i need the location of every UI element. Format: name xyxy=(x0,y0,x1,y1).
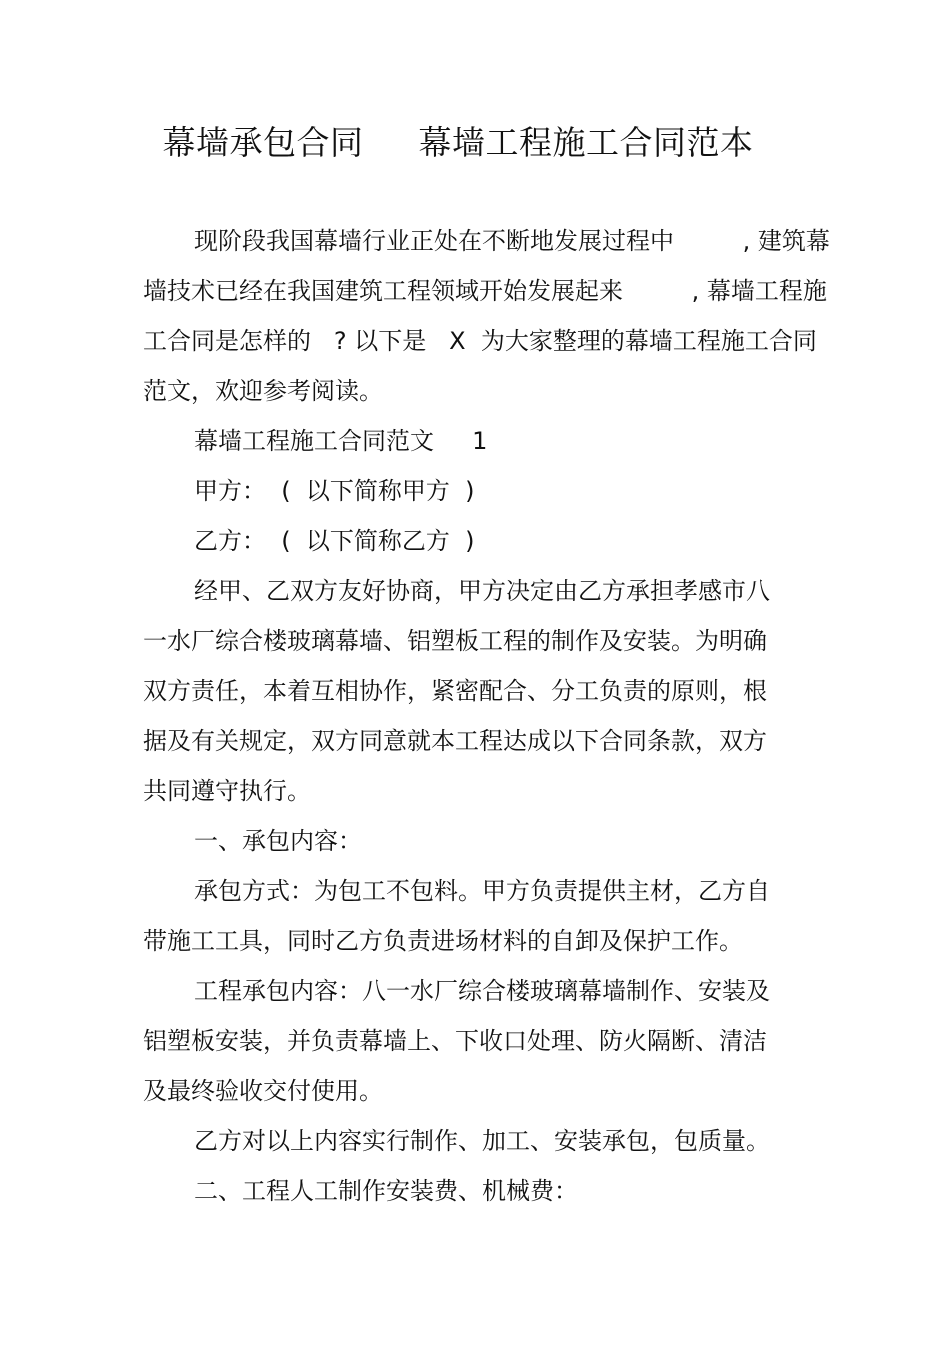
body-line: 铝塑板安装，并负责幕墙上、下收口处理、防火隔断、清洁 xyxy=(143,1027,767,1055)
document-title: 幕墙承包合同 幕墙工程施工合同范本 xyxy=(162,123,754,162)
body-line: 现阶段我国幕墙行业正处在不断地发展过程中 , 建筑幕 xyxy=(194,227,830,255)
body-line: 经甲、乙双方友好协商，甲方决定由乙方承担孝感市八 xyxy=(194,577,770,605)
body-line: 承包方式：为包工不包料。甲方负责提供主材，乙方自 xyxy=(194,877,770,905)
body-line: 带施工工具，同时乙方负责进场材料的自卸及保护工作。 xyxy=(143,927,743,955)
body-line: 工合同是怎样的 ? 以下是 X 为大家整理的幕墙工程施工合同 xyxy=(143,327,817,355)
body-line: 范文，欢迎参考阅读。 xyxy=(143,377,383,405)
body-line: 据及有关规定，双方同意就本工程达成以下合同条款，双方 xyxy=(143,727,767,755)
party-b-line: 乙方： ( 以下简称乙方 ) xyxy=(194,527,475,555)
clause-heading: 二、工程人工制作安装费、机械费： xyxy=(194,1177,578,1205)
body-line: 及最终验收交付使用。 xyxy=(143,1077,383,1105)
body-line: 乙方对以上内容实行制作、加工、安装承包，包质量。 xyxy=(194,1127,770,1155)
body-line: 共同遵守执行。 xyxy=(143,777,311,805)
party-a-line: 甲方： ( 以下简称甲方 ) xyxy=(194,477,475,505)
body-line: 墙技术已经在我国建筑工程领域开始发展起来 , 幕墙工程施 xyxy=(143,277,827,305)
body-line: 双方责任，本着互相协作，紧密配合、分工负责的原则，根 xyxy=(143,677,767,705)
clause-heading: 一、承包内容： xyxy=(194,827,362,855)
section-heading: 幕墙工程施工合同范文 1 xyxy=(194,427,488,455)
body-line: 一水厂综合楼玻璃幕墙、铝塑板工程的制作及安装。为明确 xyxy=(143,627,767,655)
body-line: 工程承包内容：八一水厂综合楼玻璃幕墙制作、安装及 xyxy=(194,977,770,1005)
